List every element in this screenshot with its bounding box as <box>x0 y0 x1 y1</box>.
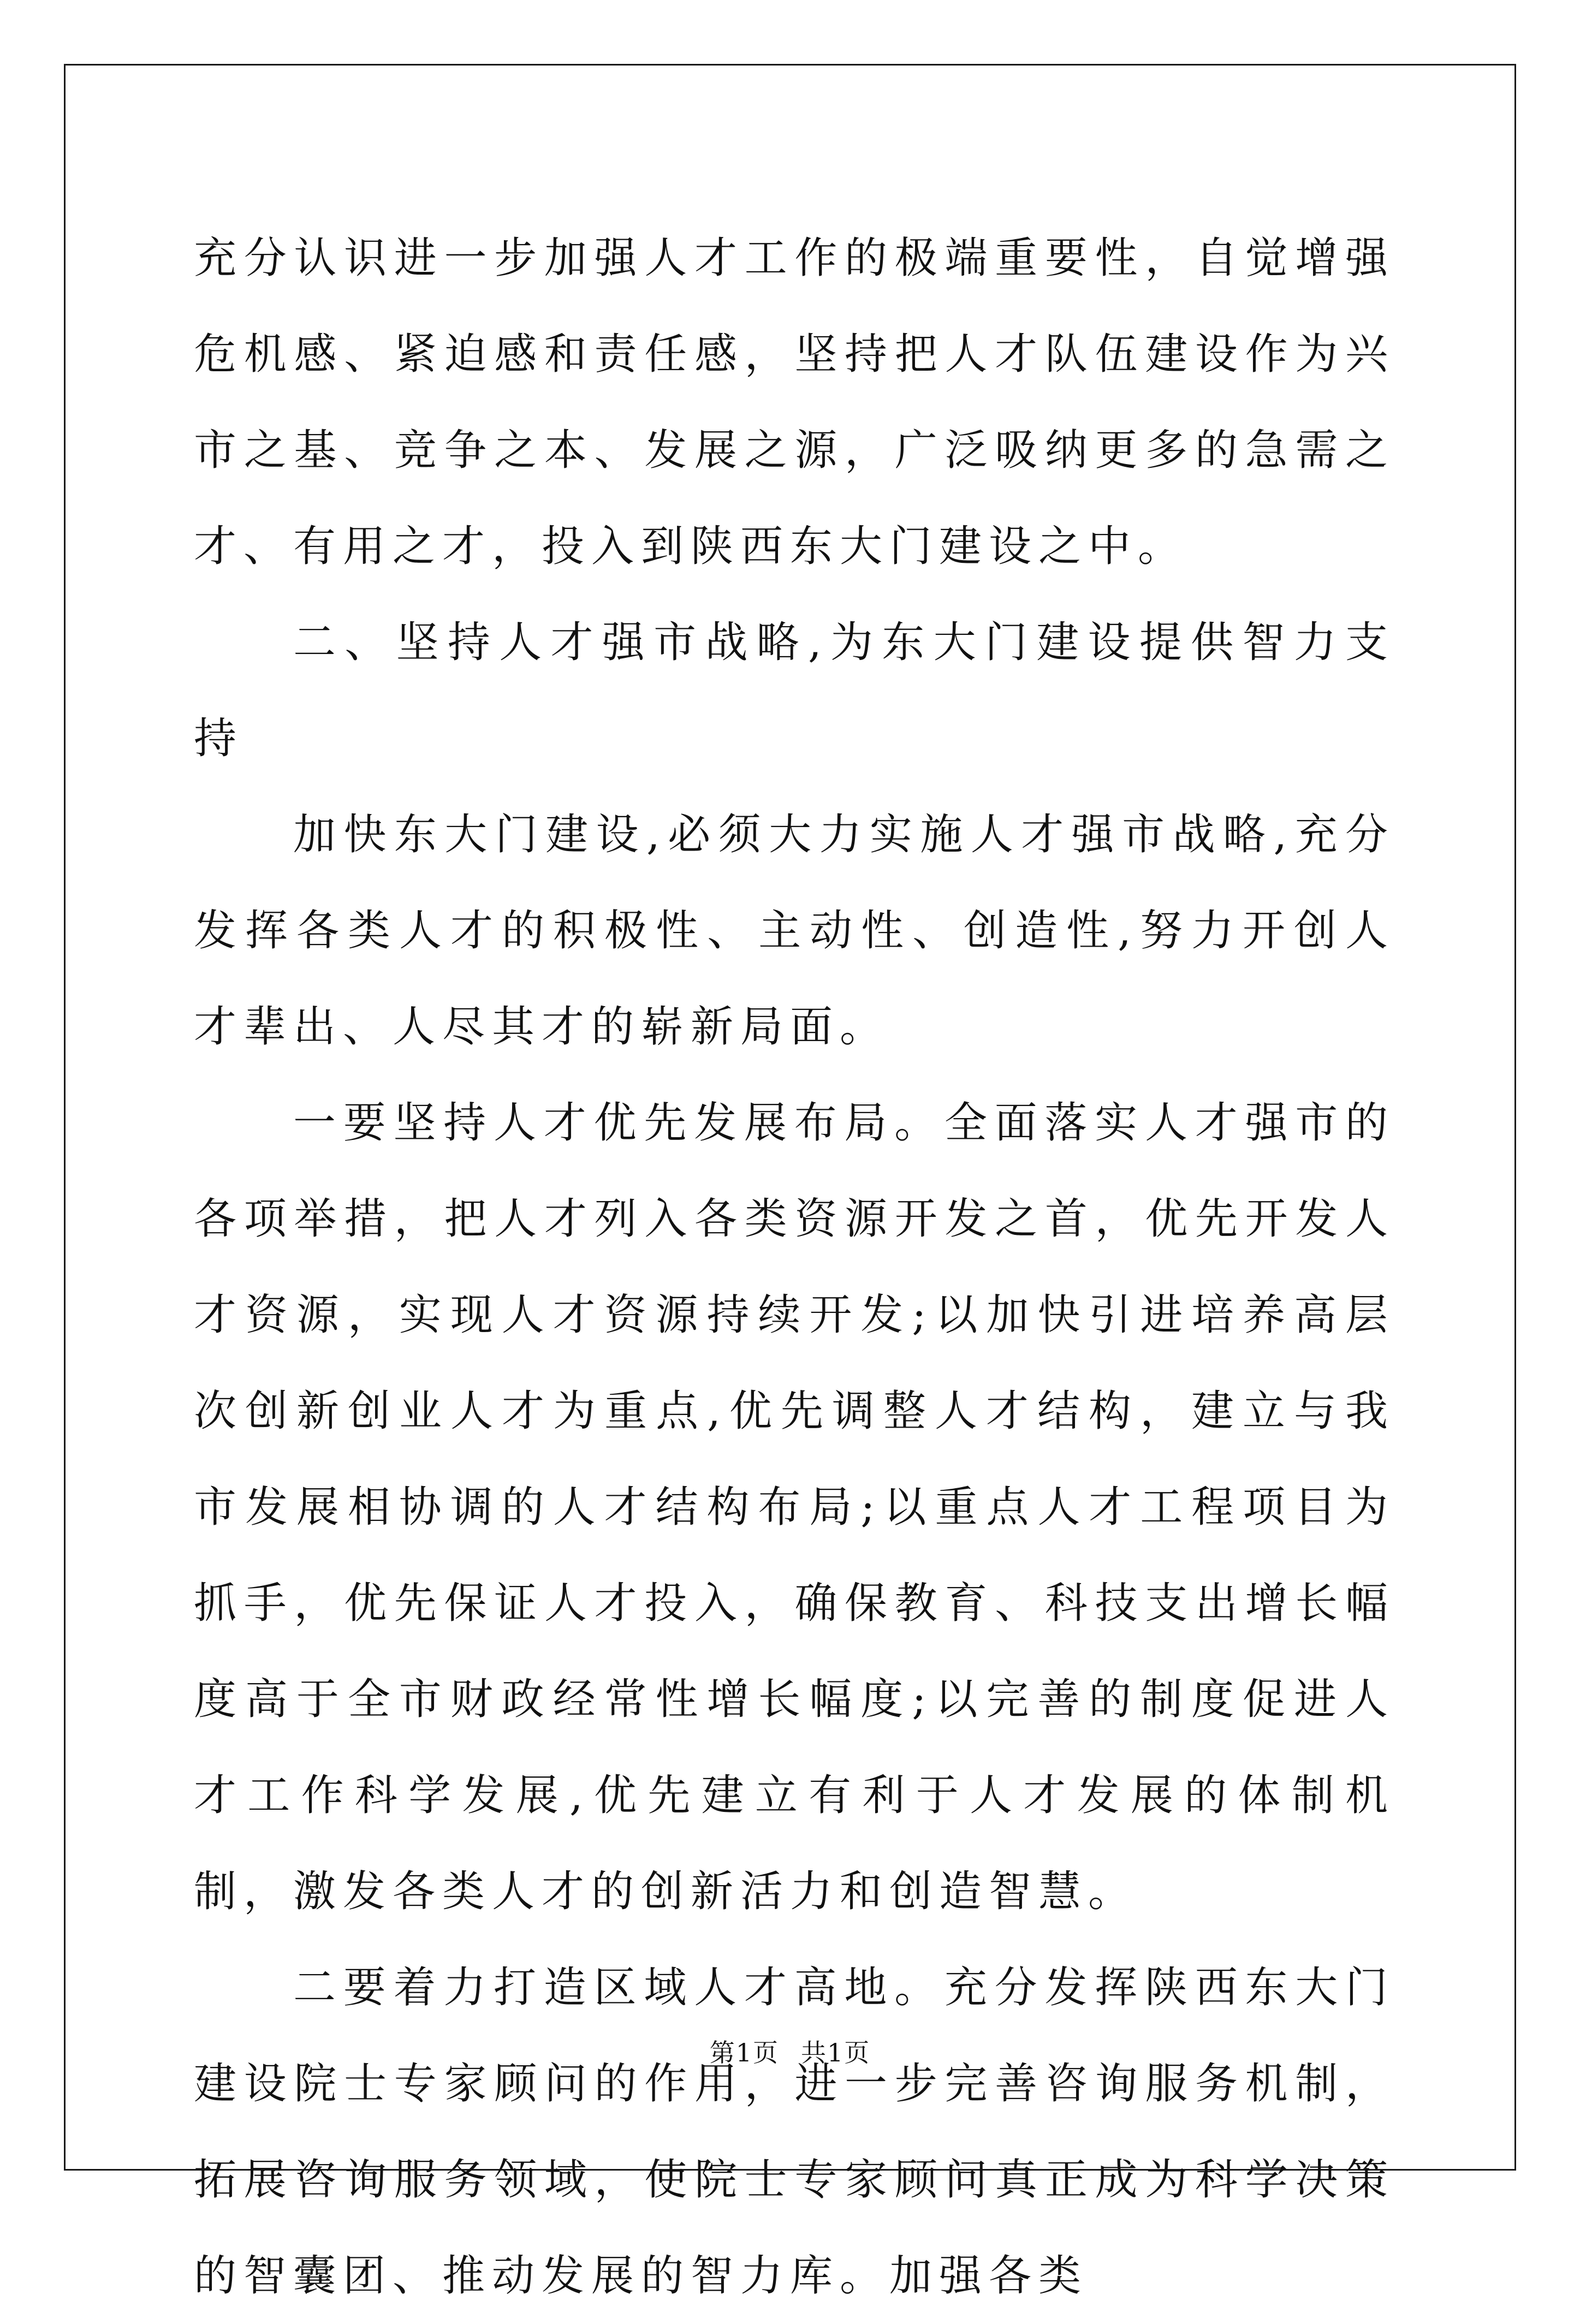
page-footer <box>0 2036 1580 2069</box>
page-number: 第1页 <box>709 2038 779 2067</box>
paragraph-2: 加快东大门建设,必须大力实施人才强市战略,充分发挥各类人才的积极性、主动性、创造性,努力开创人才辈出、人尽其才的崭新局面。 <box>194 810 1395 1051</box>
paragraph-3: 一要坚持人才优先发展布局。全面落实人才强市的各项举措，把人才列入各类资源开发之首，优先开发人才资源，实现人才资源持续开发;以加快引进培养高层次创新创业人才为重点,优先调整人才结构，建立与我市发展相协调的人才结构布局;以重点人才工程项目为抓手，优先保证人才投入，确保教育、科技支出增长幅度高于全市财政经常性增长幅度;以完善的制度促进人才工作科学发展,优先建立有利于人才发展的体制机制，激发各类人才的创新活力和创造智慧。 <box>194 1098 1395 1916</box>
document-body <box>194 210 1395 2324</box>
paragraph-1: 充分认识进一步加强人才工作的极端重要性，自觉增强危机感、紧迫感和责任感，坚持把人才队伍建设作为兴市之基、竞争之本、发展之源，广泛吸纳更多的急需之才、有用之才，投入到陕西东大门建设之中。 <box>194 234 1395 571</box>
paragraph-4: 二要着力打造区域人才高地。充分发挥陕西东大门建设院士专家顾问的作用，进一步完善咨询服务机制，拓展咨询服务领域，使院士专家顾问真正成为科学决策的智囊团、推动发展的智力库。加强各类 <box>194 1963 1395 2301</box>
section-heading: 二、坚持人才强市战略,为东大门建设提供智力支持 <box>194 618 1395 763</box>
page-total: 共1页 <box>801 2038 871 2067</box>
